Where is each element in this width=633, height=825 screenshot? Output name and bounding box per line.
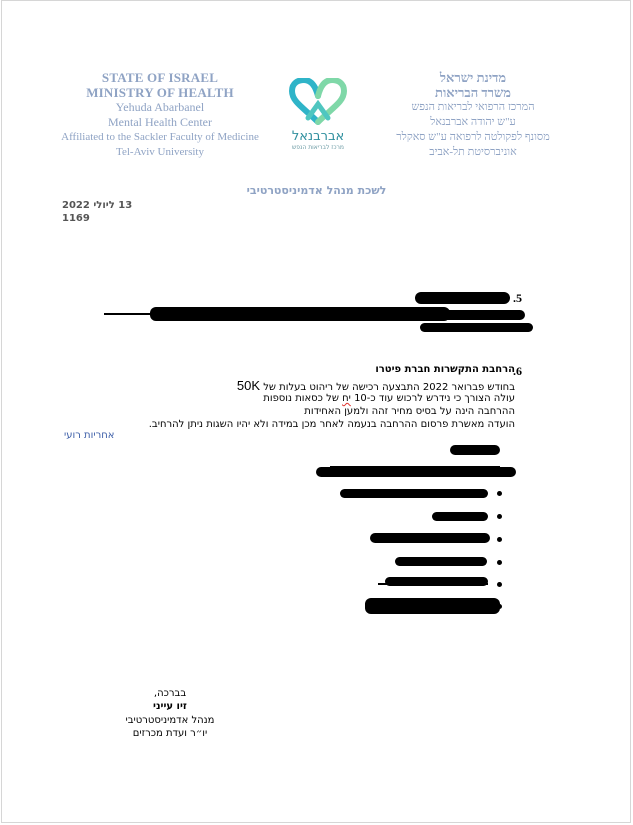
item-6-line-2-text-a: עולה הצורך כי נידרש לרכוש עוד כ-10 bbox=[350, 393, 515, 404]
responsible-party-link[interactable]: אחריות רועי bbox=[64, 430, 115, 441]
document-date: 13 ליולי 2022 bbox=[62, 200, 133, 211]
redaction-block bbox=[440, 310, 525, 320]
item-6-line-2 bbox=[263, 393, 515, 404]
redaction-block bbox=[432, 512, 488, 521]
logo-name: אברבנאל bbox=[291, 129, 345, 144]
bullet-marker bbox=[497, 582, 502, 587]
center-type-en: Mental Health Center bbox=[108, 115, 212, 129]
item-6-line-3: ההרחבה הינה על בסיס מחיר זהה ולמען האחידות bbox=[304, 406, 515, 417]
signatory-name: זיו עייני bbox=[153, 701, 187, 712]
logo-subtitle: מרכז לבריאות הנפש bbox=[291, 144, 345, 151]
redaction-block bbox=[450, 445, 500, 455]
redaction-block bbox=[150, 307, 450, 321]
letterhead-hebrew bbox=[373, 70, 573, 160]
redaction-block bbox=[395, 557, 487, 566]
signatory-role: יו״ר ועדת מכרזים bbox=[132, 728, 208, 739]
redaction-block bbox=[316, 467, 516, 477]
bullet-marker bbox=[497, 604, 502, 609]
item-5-number: .5 bbox=[513, 291, 522, 305]
item-6-line-1 bbox=[237, 378, 515, 393]
redaction-block bbox=[385, 577, 488, 586]
redaction-block bbox=[365, 598, 500, 614]
affiliation-en: Affiliated to the Sackler Faculty of Medicine bbox=[61, 131, 259, 143]
item-6-line-1-text: בחודש פברואר 2022 התבצעה רכישה של ריהוט בעלות של bbox=[260, 382, 515, 393]
office-title: לשכת מנהל אדמיניסטרטיבי bbox=[246, 184, 387, 197]
item-6-number: .6 bbox=[513, 364, 522, 378]
letterhead-english bbox=[60, 70, 260, 160]
state-name-en: STATE OF ISRAEL bbox=[101, 70, 219, 85]
ministry-name-he: משרד הבריאות bbox=[435, 85, 511, 100]
bullet-marker bbox=[497, 491, 502, 496]
redaction-block bbox=[340, 489, 488, 498]
item-6-line-2-text-b: של כסאות נוספות bbox=[263, 393, 343, 404]
bullet-marker bbox=[497, 560, 502, 565]
affiliation-he: מסונף לפקולטה לרפואה ע"ש סאקלר bbox=[396, 131, 550, 143]
university-he: אוניברסיטת תל-אביב bbox=[429, 146, 517, 158]
item-6-line-4: הועדה מאשרת פרסום ההרחבה בנעמה לאחר מכן במידה ולא יהיו השגות ניתן להרחיב. bbox=[148, 419, 515, 430]
center-dedication-he: ע"ש יהודה אברבנאל bbox=[430, 116, 516, 128]
state-name-he: מדינת ישראל bbox=[439, 70, 507, 85]
purchase-amount: 50K bbox=[236, 378, 261, 393]
bullet-marker bbox=[497, 537, 502, 542]
center-name-he: המרכז הרפואי לבריאות הנפש bbox=[411, 101, 535, 113]
signature-greeting: בברכה, bbox=[153, 688, 187, 699]
redaction-block bbox=[420, 323, 533, 332]
spellcheck-word: יח bbox=[342, 393, 351, 404]
university-en: Tel-Aviv University bbox=[116, 146, 204, 158]
reference-number: 1169 bbox=[62, 213, 90, 224]
signatory-title: מנהל אדמיניסטרטיבי bbox=[125, 715, 215, 726]
redaction-block bbox=[370, 533, 490, 543]
heart-ribbon-logo-icon bbox=[286, 78, 350, 126]
item-6-heading: הרחבת התקשרות חברת פיטרו bbox=[375, 364, 515, 375]
center-logo bbox=[282, 78, 354, 156]
redaction-block bbox=[415, 292, 510, 304]
ministry-name-en: MINISTRY OF HEALTH bbox=[86, 85, 234, 100]
center-name-en: Yehuda Abarbanel bbox=[115, 100, 205, 114]
bullet-marker bbox=[497, 514, 502, 519]
